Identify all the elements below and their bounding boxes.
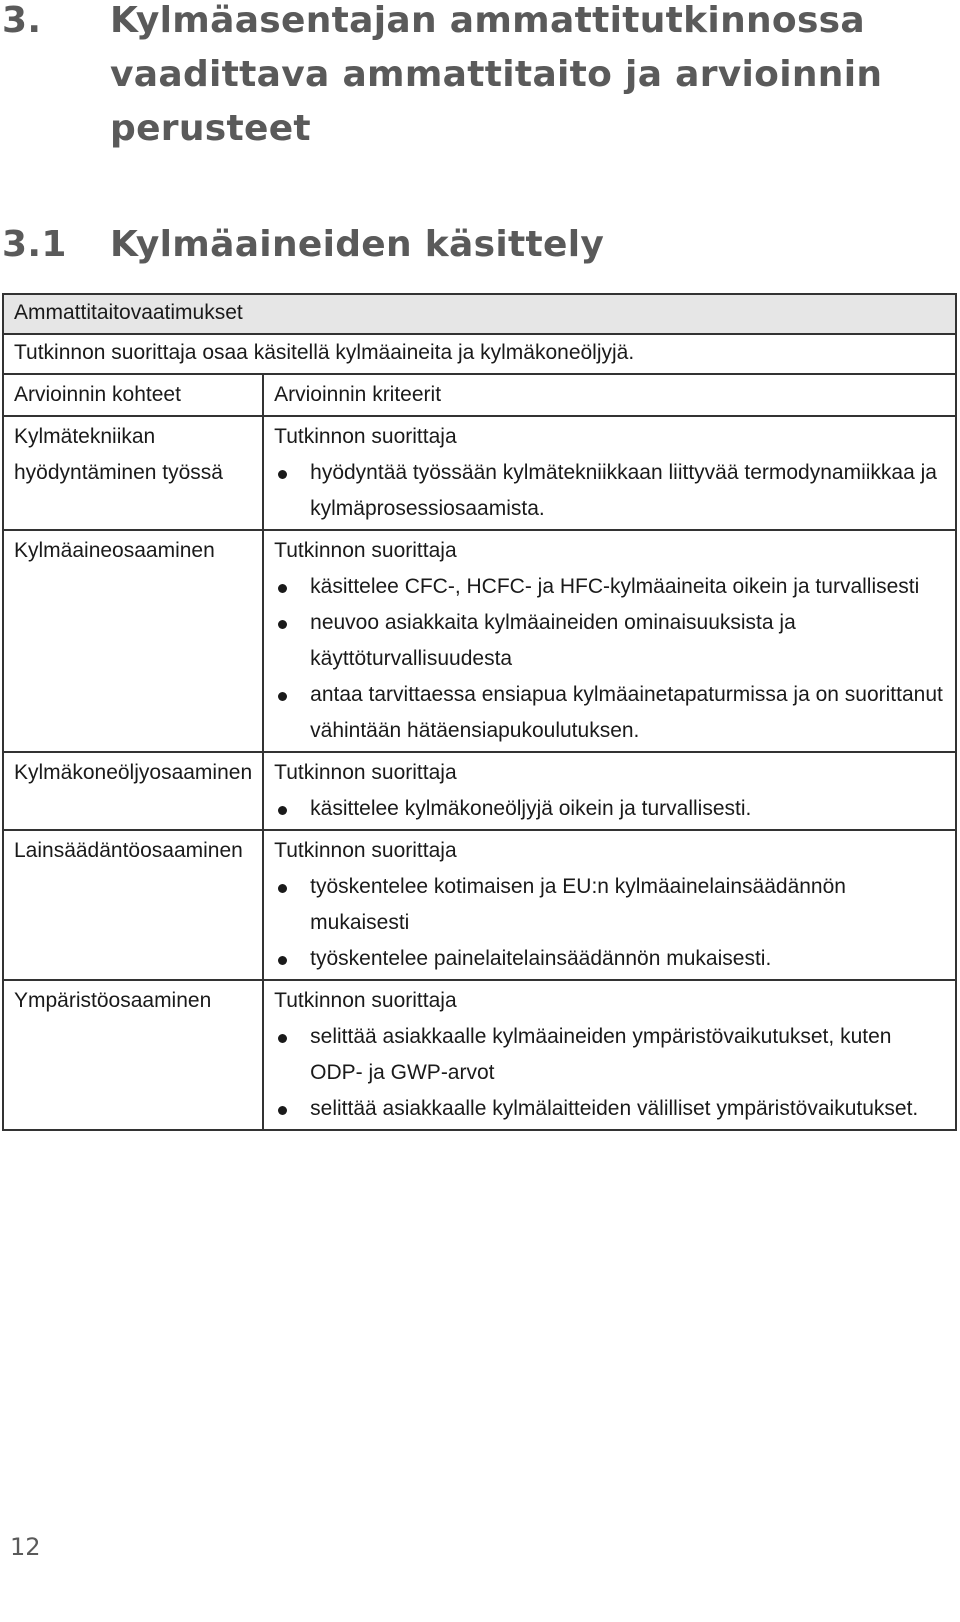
- table-banner-row: [3, 294, 956, 334]
- list-item-text: antaa tarvittaessa ensiapua kylmäainetapaturmissa ja on suorittanut vähintään hätäensiapukoulutuksen.: [310, 683, 943, 742]
- chapter-heading: [0, 0, 960, 164]
- bullet-icon: [278, 884, 287, 893]
- criteria-head: Tutkinnon suorittaja: [274, 761, 457, 784]
- list-item: [274, 569, 945, 605]
- list-item: [274, 1091, 945, 1127]
- criteria-head: Tutkinnon suorittaja: [274, 539, 457, 562]
- chapter-title: Kylmäasentajan ammattitutkinnossa vaadittava ammattitaito ja arvioinnin perusteet: [110, 0, 883, 149]
- assessment-target: Kylmätekniikan hyödyntäminen työssä: [3, 416, 263, 530]
- bullet-icon: [278, 692, 287, 701]
- list-item: [274, 941, 945, 977]
- list-item: [274, 869, 945, 941]
- list-item-text: hyödyntää työssään kylmätekniikkaan liittyvää termodynamiikkaa ja kylmäprosessiosaamista.: [310, 461, 937, 520]
- bullet-icon: [278, 956, 287, 965]
- bullet-icon: [278, 1106, 287, 1115]
- requirement-text: Tutkinnon suorittaja osaa käsitellä kylmäaineita ja kylmäkoneöljyjä.: [3, 334, 956, 374]
- bullet-icon: [278, 620, 287, 629]
- criteria-head: Tutkinnon suorittaja: [274, 989, 457, 1012]
- table-row: [3, 752, 956, 830]
- bullet-icon: [278, 470, 287, 479]
- criteria-list: [274, 869, 945, 977]
- assessment-target: Ympäristöosaaminen: [3, 980, 263, 1130]
- assessment-criteria: [263, 830, 956, 980]
- list-item: [274, 605, 945, 677]
- criteria-list: [274, 1019, 945, 1127]
- list-item-text: työskentelee kotimaisen ja EU:n kylmäainelainsäädännön mukaisesti: [310, 875, 846, 934]
- list-item-text: käsittelee kylmäkoneöljyjä oikein ja turvallisesti.: [310, 797, 752, 820]
- assessment-criteria: [263, 752, 956, 830]
- column-header-row: [3, 374, 956, 416]
- list-item-text: neuvoo asiakkaita kylmäaineiden ominaisuuksista ja käyttöturvallisuudesta: [310, 611, 796, 670]
- section-title: Kylmäaineiden käsittely: [110, 224, 605, 265]
- list-item: [274, 1019, 945, 1091]
- bullet-icon: [278, 1034, 287, 1043]
- list-item: [274, 455, 945, 527]
- chapter-number: 3.: [2, 0, 42, 41]
- table-row: [3, 530, 956, 752]
- section-heading: [0, 218, 960, 278]
- table-row: [3, 416, 956, 530]
- section-number: 3.1: [2, 224, 67, 265]
- criteria-list: [274, 791, 945, 827]
- list-item-text: käsittelee CFC-, HCFC- ja HFC-kylmäaineita oikein ja turvallisesti: [310, 575, 920, 598]
- criteria-list: [274, 569, 945, 749]
- list-item-text: työskentelee painelaitelainsäädännön mukaisesti.: [310, 947, 772, 970]
- assessment-criteria: [263, 980, 956, 1130]
- list-item: [274, 791, 945, 827]
- list-item-text: selittää asiakkaalle kylmäaineiden ympäristövaikutukset, kuten ODP- ja GWP-arvot: [310, 1025, 892, 1084]
- assessment-table: [2, 293, 957, 1131]
- criteria-list: [274, 455, 945, 527]
- list-item: [274, 677, 945, 749]
- assessment-criteria: [263, 416, 956, 530]
- column-header-targets: Arvioinnin kohteet: [3, 374, 263, 416]
- column-header-criteria: Arvioinnin kriteerit: [263, 374, 956, 416]
- assessment-criteria: [263, 530, 956, 752]
- criteria-head: Tutkinnon suorittaja: [274, 839, 457, 862]
- list-item-text: selittää asiakkaalle kylmälaitteiden välilliset ympäristövaikutukset.: [310, 1097, 919, 1120]
- table-row: [3, 830, 956, 980]
- bullet-icon: [278, 806, 287, 815]
- page-number: 12: [10, 1533, 41, 1561]
- requirement-row: [3, 334, 956, 374]
- assessment-target: Lainsäädäntöosaaminen: [3, 830, 263, 980]
- assessment-target: Kylmäaineosaaminen: [3, 530, 263, 752]
- table-row: [3, 980, 956, 1130]
- assessment-target: Kylmäkoneöljyosaaminen: [3, 752, 263, 830]
- table-banner: Ammattitaitovaatimukset: [3, 294, 956, 334]
- criteria-head: Tutkinnon suorittaja: [274, 425, 457, 448]
- bullet-icon: [278, 584, 287, 593]
